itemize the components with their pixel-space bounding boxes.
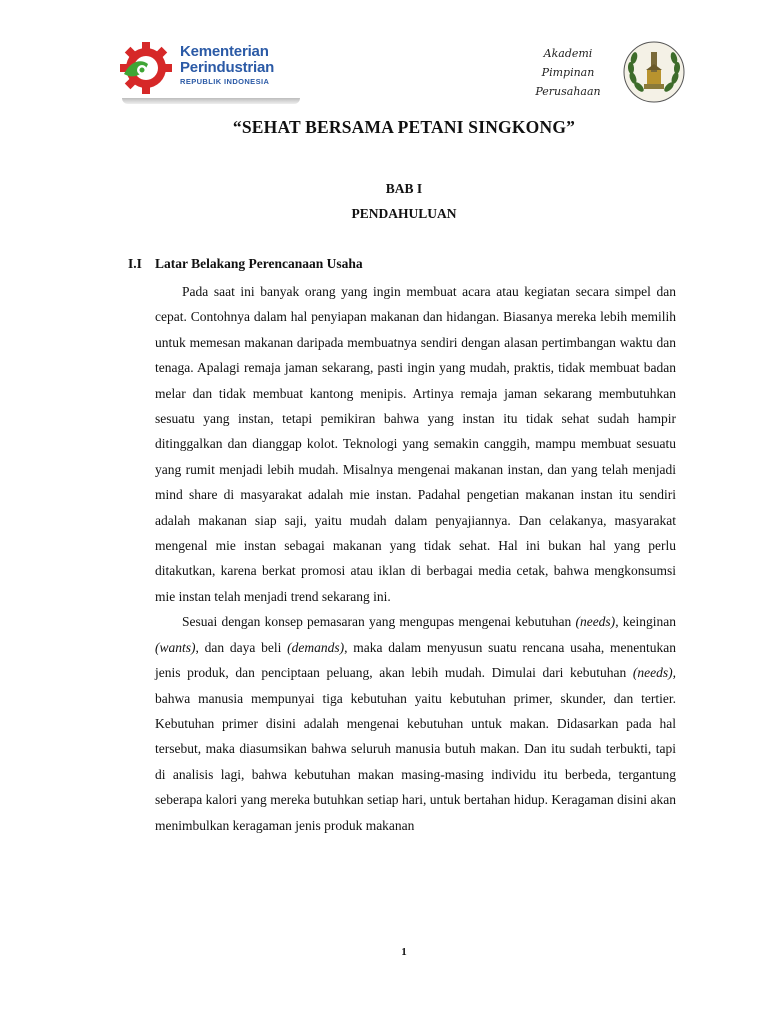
section-heading: [128, 256, 363, 272]
section-number: I.I: [128, 256, 142, 271]
paragraph-2-text-3: , dan daya beli: [195, 639, 288, 655]
academy-line2: Pimpinan: [541, 66, 595, 79]
paragraph-2: [155, 609, 676, 838]
ministry-logo: [118, 38, 298, 104]
ministry-name-line1: Kementerian: [180, 43, 269, 60]
paragraph-2-text-4: , maka dalam menyusun suatu rencana usaha, menentukan jenis produk, dan penciptaan peluang, akan lebih mudah. Dimulai dari kebutuhan: [155, 639, 676, 681]
term-demands: (demands): [287, 639, 345, 655]
body-text: [155, 279, 676, 838]
term-needs-2: (needs),: [632, 665, 676, 681]
term-wants: (wants): [155, 639, 196, 655]
paragraph-2-text-5: bahwa manusia mempunyai tiga kebutuhan yaitu kebutuhan primer, skunder, dan tertier. Kebutuhan primer disini adalah mengenai kebutuhan untuk makan. Didasarkan pada hal tersebut, maka diasumsikan bahwa seluruh manusia butuh makan. Dan itu sudah terbukti, tapi di analisis lagi, bahwa kebutuhan makan masing-masing individu itu berbeda, tergantung seberapa kalori yang mereka butuhkan setiap hari, untuk bertahan hidup. Keragaman disini akan menimbulkan keragaman jenis produk makanan: [155, 690, 676, 833]
term-needs: (needs): [575, 614, 616, 630]
page-number: 1: [401, 946, 407, 958]
chapter-number: BAB I: [385, 181, 423, 196]
ministry-name-line2: Perindustrian: [180, 59, 275, 76]
gear-emblem-icon: [118, 40, 174, 96]
ministry-country: REPUBLIK INDONESIA: [180, 77, 270, 86]
paragraph-1: Pada saat ini banyak orang yang ingin membuat acara atau kegiatan secara simpel dan cepat. Contohnya dalam hal penyiapan makanan dan hidangan. Biasanya mereka lebih memilih untuk memesan makanan daripada membuatnya sendiri dengan alasan pertimbangan waktu dan tenaga. Apalagi remaja jaman sekarang, pasti ingin yang mudah, praktis, tidak membuat badan melar dan tidak membuat kantong menipis. Artinya remaja jaman sekarang membutuhkan sesuatu yang instan, tetapi pemikiran bahwa yang instan itu tidak sehat sudah hampir ditinggalkan dan dianggap kolot. Teknologi yang semakin canggih, mampu membuat sesuatu yang rumit menjadi lebih mudah. Misalnya mengenai makanan instan, dan yang telah menjadi mind share di masyarakat adalah mie instan. Padahal pengetian makanan instan itu sendiri adalah makanan siap saji, yaitu mudah dalam penyajiannya. Dan celakanya, masyarakat mengenal mie instan sebagai makanan yang tidak sehat. Hal ini bukan hal yang perlu ditakutkan, karena berkat promosi atau iklan di berbagai media cetak, bahwa mengkonsumsi mie instan telah menjadi trend sekarang ini.: [155, 284, 676, 604]
section-title: Latar Belakang Perencanaan Usaha: [155, 256, 363, 271]
academy-seal-icon: [622, 40, 686, 104]
ministry-wordmark: [180, 44, 274, 86]
paragraph-2-text-2: , keinginan: [615, 614, 676, 630]
chapter-title: PENDAHULUAN: [351, 206, 457, 221]
logo-underline-shadow: [122, 98, 300, 104]
paragraph-2-text-1: Sesuai dengan konsep pemasaran yang mengupas mengenai kebutuhan: [182, 614, 576, 630]
page-header: [0, 0, 768, 110]
academy-line3: Perusahaan: [535, 85, 601, 98]
academy-name: [520, 44, 616, 101]
academy-line1: Akademi: [543, 47, 593, 60]
document-title: “SEHAT BERSAMA PETANI SINGKONG”: [232, 117, 576, 137]
